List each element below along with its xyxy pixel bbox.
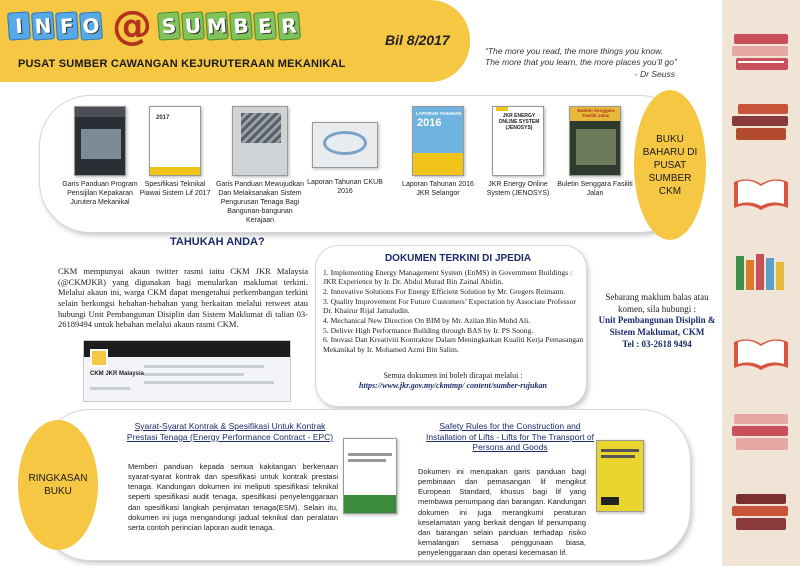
contact-intro: Sebarang maklum balas atau komen, sila hubungi : <box>605 292 709 314</box>
summary-book2-title[interactable]: Safety Rules for the Construction and Installation of Lifts - Lifts for The Transport of Persons and Goods <box>425 421 595 453</box>
bookshelf-icon <box>730 250 792 294</box>
new-book-item[interactable] <box>215 106 305 225</box>
summary-book2-body: Dokumen ini merupakan garis panduan bagi pembinaan dan pemasangan lif mengikut European Standard, khusus bagi lif yang membawa penumpang dan barangan. Kandungan dokumen ini juga merangkumi peraturan keselamatan yang berkait dengan lif penumpang dan barangan selain panduan terhadap risiko kemalangan semasa penggunaan biasa, penyelenggaraan dan operasi kecemasan lif. <box>418 467 586 557</box>
documents-link[interactable]: https://www.jkr.gov.my/ckmtmp/ content/sumber-rujukan <box>359 381 547 390</box>
quote-line: “The more you read, the more things you know. <box>485 46 664 56</box>
did-you-know-title: TAHUKAH ANDA? <box>170 236 265 248</box>
book-caption: Laporan Tahunan 2016 JKR Selangor <box>402 181 474 198</box>
cover-year: 2017 <box>156 115 170 121</box>
document-item: 1. Implementing Energy Management System (EnMS) in Government Buildings : JKR Experience by Ir. Dr. Abdul Murad Bin Zainal Abidin. <box>323 268 573 287</box>
cover-title: Buletin Senggara Fasiliti Jalan <box>577 108 615 118</box>
title-tile: B <box>229 11 253 40</box>
title-tile: U <box>181 11 205 40</box>
book-stack-icon <box>730 410 792 454</box>
book-cover <box>412 106 464 176</box>
contact-unit-name: Unit Pembangunan Disiplin & Sistem Maklumat, CKM <box>598 315 716 338</box>
new-book-item[interactable] <box>60 106 140 207</box>
document-item: 2. Innovative Solutions For Energy Efficient Solution by Mr. Gregers Reimann. <box>323 287 566 296</box>
did-you-know-body: CKM mempunyai akaun twitter rasmi iaitu CKM JKR Malaysia (@CKMJKR) yang digunakan bagi menularkan maklumat terkini. Melalui akaun ini, warga CKM dapat mengetahui perkembangan terkini selain berkongsi hebahan-hebahan yang berkaitan melalui retweet atau hubungi Unit Pembangunan Disiplin dan Sistem Maklumat di talian 03-26189494 untuk hebahan melalui akaun rasmi CKM. <box>58 266 308 330</box>
summary-book1-title[interactable]: Syarat-Syarat Kontrak & Spesifikasi Untuk Kontrak Prestasi Tenaga (Energy Performance Contract - EPC) <box>126 421 334 442</box>
quote-block <box>485 46 715 80</box>
book-caption: Buletin Senggara Fasiliti Jalan <box>557 181 633 198</box>
quote-author: - Dr Seuss <box>634 68 675 79</box>
book-stack-icon <box>730 30 792 74</box>
new-books-label: BUKU BAHARU DI PUSAT SUMBER CKM <box>634 90 706 240</box>
book-stack-icon <box>730 100 792 144</box>
book-caption: Spesifikasi Teknikal Piawai Sistem Lif 2017 <box>139 181 211 198</box>
documents-access-note <box>320 371 586 391</box>
contact-block <box>598 292 716 350</box>
book-cover <box>149 106 201 176</box>
issue-number: Bil 8/2017 <box>385 32 450 48</box>
title-tile: R <box>277 11 301 40</box>
title-tile: I <box>7 11 31 40</box>
document-item: 3. Quality Improvement For Future Customers’ Expectation by Associate Professor Dr. Khairur Rijal Jamaludin. <box>323 296 576 315</box>
title-tile: O <box>79 11 103 40</box>
book-caption: Garis Panduan Program Pensijilan Kepakaran Jurutera Mekanikal <box>62 181 138 207</box>
latest-documents-title: DOKUMEN TERKINI DI JPEDIA <box>384 253 532 264</box>
document-item: 4. Mechanical New Direction On BIM by Mr. Azilan Bin Mohd Ali. <box>323 315 531 325</box>
title-tile: M <box>205 11 229 40</box>
document-item: 5. Deliver High Performance Building through BAS by Ir. PS Soong. <box>323 325 534 335</box>
open-book-icon <box>730 170 792 214</box>
cover-year: 2016 <box>417 117 442 129</box>
book-caption: Garis Panduan Mewujudkan Dan Melaksanakan Sistem Pengurusan Tenaga Bagi Bangunan-bangunan Kerajaan <box>216 181 304 225</box>
quote-line: The more that you learn, the more places you’ll go” <box>485 57 677 68</box>
book-caption: JKR Energy Online System (JENOSYS) <box>486 181 550 198</box>
book-cover <box>569 106 621 176</box>
new-book-item[interactable] <box>135 106 215 198</box>
decorative-book-strip <box>722 0 800 566</box>
book-cover <box>492 106 544 176</box>
summary-book2-cover <box>596 440 644 512</box>
twitter-account-name: CKM JKR Malaysia <box>90 371 145 377</box>
book-caption: Laporan Tahunan CKUB 2016 <box>307 179 383 196</box>
new-book-item[interactable] <box>305 122 385 196</box>
contact-phone: Tel : 03-2618 9494 <box>622 338 692 349</box>
new-book-item[interactable] <box>555 106 635 198</box>
book-cover <box>312 122 378 168</box>
document-item: 6. Inovasi Dan Kreativiti Kontraktor Dalam Meningkatkan Kualiti Kerja Pemasangan Mekanikal by Ir. Mohamed Azmi Bin Salim. <box>323 335 584 354</box>
book-stack-icon <box>730 490 792 534</box>
title-tile: F <box>55 11 79 40</box>
title-tile: N <box>31 11 55 40</box>
contact-unit <box>598 315 716 350</box>
summary-book1-cover <box>343 438 397 514</box>
title-tile: E <box>253 11 277 40</box>
page-subtitle: PUSAT SUMBER CAWANGAN KEJURUTERAAN MEKANIKAL <box>18 58 346 70</box>
cover-title: JKR ENERGY ONLINE SYSTEM (JENOSYS) <box>498 113 540 131</box>
twitter-avatar <box>90 349 108 367</box>
new-book-item[interactable] <box>478 106 558 198</box>
book-cover <box>74 106 126 176</box>
cover-title: LAPORAN TAHUNAN <box>416 111 462 116</box>
new-book-item[interactable] <box>398 106 478 198</box>
documents-access-text: Semua dokumen ini boleh dicapai melalui : <box>383 371 523 380</box>
masthead-title <box>8 3 302 49</box>
summary-book1-body: Memberi panduan kepada semua kakitangan berkenaan syarat-syarat kontrak dan spesifikasi untuk kontrak prestasi tenaga. Kandungan dokumen ini meliputi spesifikasi teknikal seperti spesifikasi audit tenaga, spesifikasi penyelenggaraan dan spesifikasi langkah penjimatan tenaga(ESM). Selain itu, dokumen ini juga mengandungi jadual teknikal dan peralatan serta contoh perincian laporan audit tenaga. <box>128 462 338 532</box>
latest-documents-list <box>323 268 585 354</box>
title-tile: S <box>157 11 181 40</box>
title-at-sign: @ <box>112 3 152 49</box>
book-summary-label: RINGKASAN BUKU <box>18 420 98 550</box>
book-cover <box>232 106 288 176</box>
twitter-screenshot <box>83 340 291 402</box>
open-book-icon <box>730 330 792 374</box>
